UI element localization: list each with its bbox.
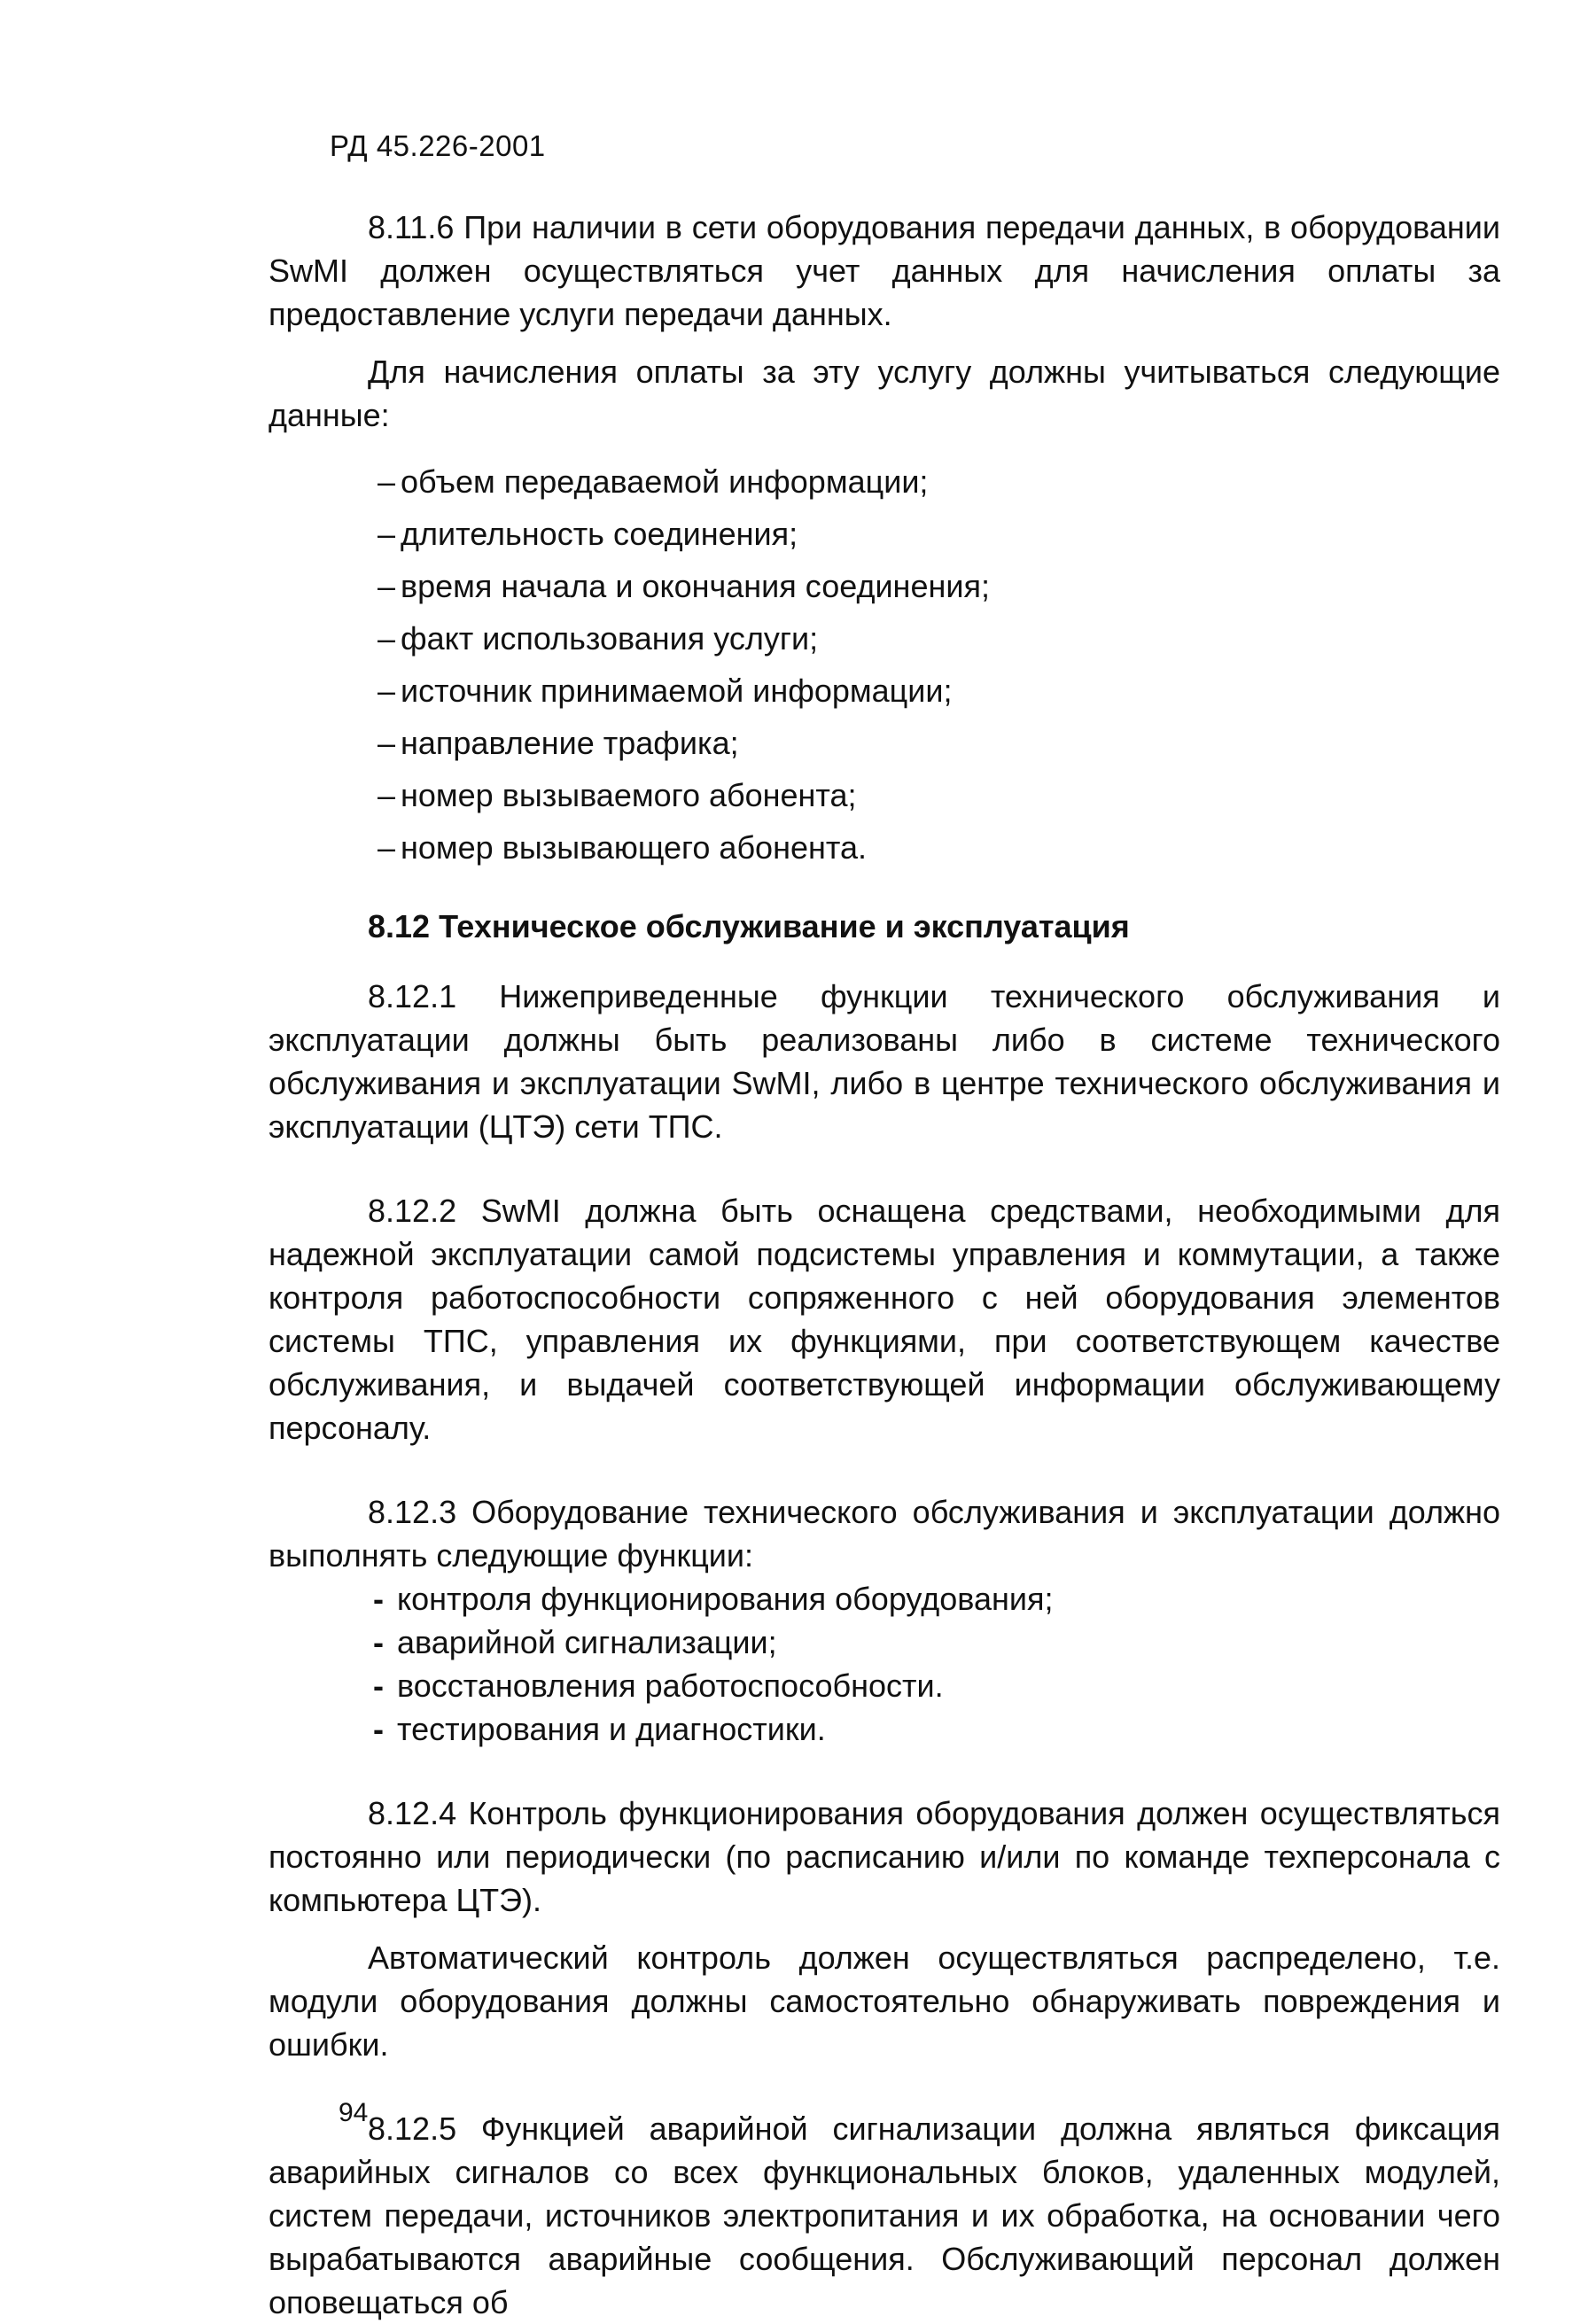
paragraph-8-12-4: 8.12.4 Контроль функционирования оборудования должен осуществляться постоянно или периодически (по расписанию и/или по команде техперсонала с компьютера ЦТЭ). <box>269 1795 1500 1918</box>
dash-marker: – <box>378 620 396 657</box>
maintenance-functions-list <box>269 1577 1500 1751</box>
dash-marker: – <box>378 725 396 761</box>
list-item-text: длительность соединения; <box>401 516 798 552</box>
page-number: 94 <box>339 2098 369 2127</box>
bullet-marker: - <box>373 1667 384 1704</box>
list-item <box>269 1707 1500 1751</box>
list-item <box>269 617 1500 669</box>
paragraph-automatic-control: Автоматический контроль должен осуществляться распределено, т.е. модули оборудования должны самостоятельно обнаруживать повреждения и ошибки. <box>269 1939 1500 2063</box>
list-item <box>269 564 1500 617</box>
list-item-text: номер вызываемого абонента; <box>401 777 857 813</box>
paragraph-8-12-1: 8.12.1 Нижеприведенные функции технического обслуживания и эксплуатации должны быть реализованы либо в системе технического обслуживания и эксплуатации SwMI, либо в центре технического обслуживания и эксплуатации (ЦТЭ) сети ТПС. <box>269 978 1500 1145</box>
list-item-text: факт использования услуги; <box>401 620 819 657</box>
list-item <box>269 512 1500 564</box>
dash-marker: – <box>378 516 396 552</box>
list-item-text: контроля функционирования оборудования; <box>397 1581 1054 1617</box>
dash-marker: – <box>378 672 396 709</box>
section-heading-8-12: 8.12 Техническое обслуживание и эксплуатация <box>368 908 1130 944</box>
list-item <box>269 460 1500 512</box>
list-item <box>269 826 1500 878</box>
bullet-marker: - <box>373 1581 384 1617</box>
list-item-text: объем передаваемой информации; <box>401 463 929 500</box>
dash-marker: – <box>378 829 396 866</box>
bullet-marker: - <box>373 1711 384 1747</box>
list-item <box>269 773 1500 826</box>
billing-data-list <box>269 460 1500 878</box>
dash-marker: – <box>378 463 396 500</box>
list-item-text: направление трафика; <box>401 725 739 761</box>
list-item-text: тестирования и диагностики. <box>397 1711 826 1747</box>
list-item <box>269 721 1500 773</box>
list-item-text: восстановления работоспособности. <box>397 1667 944 1704</box>
bullet-marker: - <box>373 1624 384 1660</box>
list-item <box>269 1577 1500 1621</box>
dash-marker: – <box>378 777 396 813</box>
paragraph-8-12-3: 8.12.3 Оборудование технического обслуживания и эксплуатации должно выполнять следующие функции: <box>269 1494 1500 1574</box>
paragraph-8-11-6: 8.11.6 При наличии в сети оборудования передачи данных, в оборудовании SwMI должен осуществляться учет данных для начисления оплаты за предоставление услуги передачи данных. <box>269 209 1500 332</box>
list-item <box>269 1621 1500 1664</box>
paragraph-8-12-5: 8.12.5 Функцией аварийной сигнализации должна являться фиксация аварийных сигналов со всех функциональных блоков, удаленных модулей, систем передачи, источников электропитания и их обработка, на основании чего вырабатываются аварийные сообщения. Обслуживающий персонал должен оповещаться об <box>269 2110 1500 2320</box>
list-item-text: источник принимаемой информации; <box>401 672 953 709</box>
list-item <box>269 1664 1500 1707</box>
dash-marker: – <box>378 568 396 604</box>
list-item <box>269 669 1500 721</box>
list-item-text: номер вызывающего абонента. <box>401 829 867 866</box>
list-item-text: время начала и окончания соединения; <box>401 568 990 604</box>
page-content <box>269 206 1500 2324</box>
paragraph-billing-data-intro: Для начисления оплаты за эту услугу должны учитываться следующие данные: <box>269 354 1500 433</box>
paragraph-8-12-2: 8.12.2 SwMI должна быть оснащена средствами, необходимыми для надежной эксплуатации самой подсистемы управления и коммутации, а также контроля работоспособности сопряженного с ней оборудования элементов системы ТПС, управления их функциями, при соответствующем качестве обслуживания, и выдачей соответствующей информации обслуживающему персоналу. <box>269 1193 1500 1446</box>
list-item-text: аварийной сигнализации; <box>397 1624 777 1660</box>
document-code: РД 45.226-2001 <box>330 129 546 162</box>
